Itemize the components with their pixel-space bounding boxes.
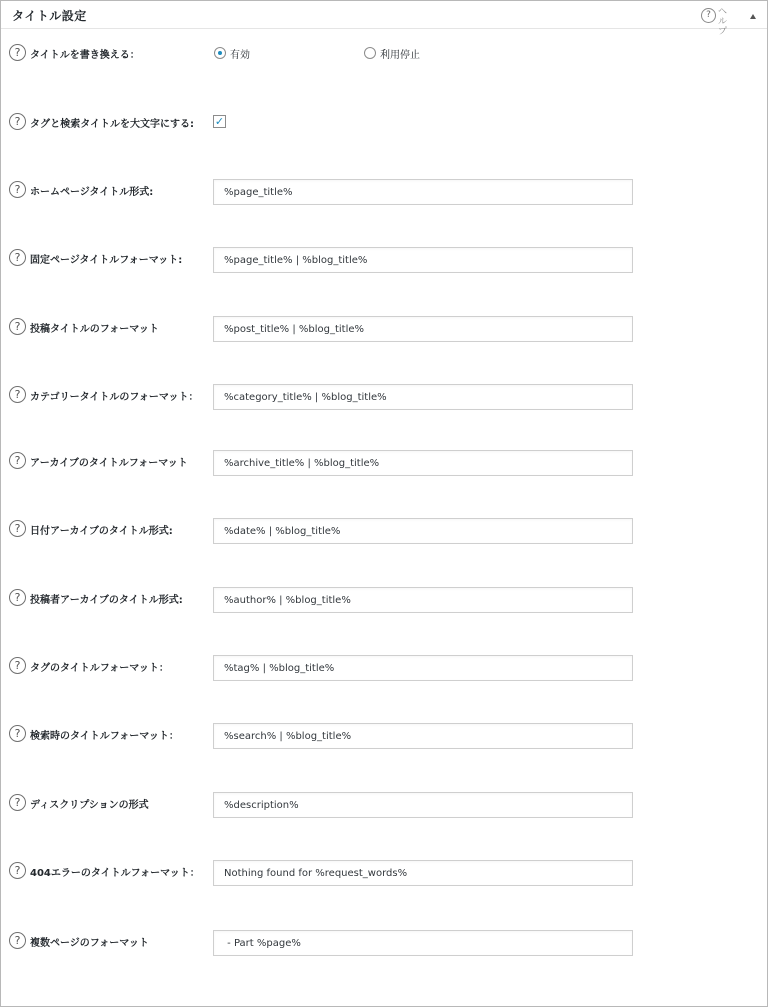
author-archive-title-format-input[interactable] — [213, 587, 633, 613]
help-question-icon[interactable]: ? — [9, 589, 26, 606]
help-question-icon[interactable]: ? — [9, 657, 26, 674]
field-label-page: 固定ページタイトルフォーマット: — [30, 255, 183, 266]
search-title-format-input[interactable] — [213, 723, 633, 749]
category-title-format-input[interactable] — [213, 384, 633, 410]
panel-title: タイトル設定 — [12, 9, 87, 23]
404-title-format-input[interactable] — [213, 860, 633, 886]
radio-disabled-label[interactable]: 利用停止 — [380, 50, 420, 61]
field-label-paged: 複数ページのフォーマット — [30, 938, 149, 949]
help-question-icon[interactable]: ? — [9, 932, 26, 949]
radio-enabled-label[interactable]: 有効 — [230, 50, 250, 61]
help-label: ヘルプ — [718, 7, 728, 37]
help-question-icon[interactable]: ? — [9, 113, 26, 130]
help-question-icon[interactable]: ? — [9, 862, 26, 879]
help-question-icon[interactable]: ? — [9, 181, 26, 198]
help-question-icon[interactable]: ? — [9, 318, 26, 335]
date-archive-title-format-input[interactable] — [213, 518, 633, 544]
field-label-home: ホームページタイトル形式: — [30, 187, 154, 198]
field-label-tag: タグのタイトルフォーマット： — [30, 663, 169, 674]
panel-header[interactable] — [1, 1, 767, 37]
post-title-format-input[interactable] — [213, 316, 633, 342]
help-question-icon[interactable]: ? — [9, 249, 26, 266]
help-question-icon[interactable]: ? — [9, 44, 26, 61]
paged-format-input[interactable] — [213, 930, 633, 956]
field-label-author-archive: 投稿者アーカイブのタイトル形式: — [30, 595, 183, 606]
field-label-description: ディスクリプションの形式 — [30, 800, 149, 811]
radio-selected-dot — [218, 51, 222, 55]
help-question-icon[interactable]: ? — [9, 725, 26, 742]
home-title-format-input[interactable] — [213, 179, 633, 205]
description-format-input[interactable] — [213, 792, 633, 818]
help-question-icon[interactable]: ? — [9, 386, 26, 403]
field-label-search: 検索時のタイトルフォーマット： — [30, 731, 179, 742]
help-question-icon[interactable]: ? — [9, 794, 26, 811]
capitalize-label: タグと検索タイトルを大文字にする: — [30, 119, 194, 130]
rewrite-titles-label: タイトルを書き換える： — [30, 50, 140, 61]
page-title-format-input[interactable] — [213, 247, 633, 273]
help-question-icon[interactable]: ? — [9, 520, 26, 537]
help-link[interactable] — [701, 8, 741, 42]
archive-title-format-input[interactable] — [213, 450, 633, 476]
field-label-404: 404エラーのタイトルフォーマット： — [30, 868, 200, 879]
field-label-post: 投稿タイトルのフォーマット — [30, 324, 159, 335]
radio-disabled[interactable] — [364, 47, 376, 59]
field-label-archive: アーカイブのタイトルフォーマット — [30, 458, 188, 469]
capitalize-checkbox[interactable]: ✓ — [214, 115, 225, 128]
collapse-triangle-icon[interactable] — [750, 14, 756, 19]
field-label-category: カテゴリータイトルのフォーマット： — [30, 392, 199, 403]
help-question-icon[interactable]: ? — [9, 452, 26, 469]
tag-title-format-input[interactable] — [213, 655, 633, 681]
question-circle-icon: ? — [701, 8, 716, 23]
field-label-date-archive: 日付アーカイブのタイトル形式: — [30, 526, 173, 537]
radio-enabled[interactable] — [214, 47, 226, 59]
